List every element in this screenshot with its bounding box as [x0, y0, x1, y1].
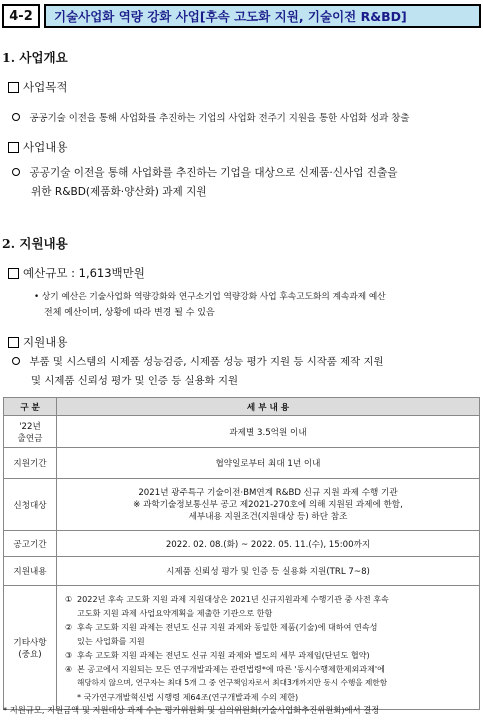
purpose-text: 공공기술 이전을 통해 사업화를 추진하는 기업의 사업화 전주기 지원을 통한 사업화 성과 창출 — [29, 113, 410, 124]
note-text: 해당하지 않으며, 연구자는 최대 5개 그 중 연구책임자로서 최대3개까지만 동시 수행을 제한함 — [77, 677, 388, 687]
content-bullet — [12, 163, 480, 202]
circle-bullet-icon — [12, 168, 20, 176]
note-mark — [65, 606, 77, 620]
footer-note: * 지원규모, 지원금액 및 지원대상 과제 수는 평가위원회 및 심의위원회(기술사업화추진위원회)에서 결정 — [3, 705, 380, 715]
row-value — [57, 479, 480, 531]
row-value: 협약일로부터 최대 1년 이내 — [57, 448, 480, 479]
purpose-label: 사업목적 — [23, 80, 68, 94]
checkbox-square-icon — [8, 268, 19, 279]
table-row — [4, 557, 480, 586]
budget-note-line-1: 상기 예산은 기술사업화 역량강화와 연구소기업 역량강화 사업 후속고도화의 계속과제 예산 — [41, 292, 386, 302]
table-header-details: 세 부 내 용 — [57, 398, 480, 416]
note-mark — [65, 634, 77, 648]
row-value: 시제품 신뢰성 평가 및 인증 등 실용화 지원(TRL 7~8) — [57, 557, 480, 586]
note-mark: ③ — [65, 649, 73, 660]
table-row — [4, 479, 480, 531]
note-asterisk: • — [34, 292, 40, 302]
row-value: 과제별 3.5억원 이내 — [57, 416, 480, 448]
content-item — [8, 139, 67, 155]
note-mark — [65, 690, 77, 704]
row-key-line-1: '22년 — [19, 421, 41, 432]
circle-bullet-icon — [12, 113, 20, 121]
note-text: 2022년 후속 고도화 지원 과제 지원대상은 2021년 신규지원과제 수행기관 중 사전 후속 — [77, 593, 389, 604]
content-label: 사업내용 — [23, 140, 68, 154]
note-mark: ④ — [65, 663, 73, 674]
target-line-3: 세부내용 지원조건(지원대상 등) 하단 참조 — [188, 511, 348, 522]
section-1-heading: 1. 사업개요 — [2, 50, 68, 65]
table-row — [4, 448, 480, 479]
table-header-row — [4, 398, 480, 416]
support-item — [8, 334, 67, 350]
row-value: 2022. 02. 08.(화) ~ 2022. 05. 11.(수), 15:00까지 — [57, 531, 480, 557]
note-text: 본 공고에서 지원되는 모든 연구개발과제는 관련법령*에 따른 '동시수행제한제외과제'에 — [77, 663, 385, 674]
table-row — [4, 586, 480, 710]
note-mark: ① — [65, 593, 73, 604]
circle-bullet-icon — [12, 357, 20, 365]
content-line-2: 위한 R&BD(제품화·양산화) 과제 지원 — [31, 186, 207, 198]
row-key — [4, 586, 57, 710]
note-text: 고도화 지원 과제 사업요약계획을 제출한 기관으로 한함 — [77, 607, 273, 618]
budget-label: 예산규모 : 1,613백만원 — [23, 266, 145, 280]
support-line-1: 부품 및 시스템의 시제품 성능검증, 시제품 성능 평가 지원 등 시작품 제작 지원 — [29, 356, 384, 368]
budget-note — [34, 289, 480, 321]
table-row — [4, 416, 480, 448]
support-bullet — [12, 352, 480, 391]
checkbox-square-icon — [8, 142, 19, 153]
table-row — [4, 531, 480, 557]
target-line-2: ※ 과학기술정보통신부 공고 제2021-270호에 의해 지원된 과제에 한함, — [133, 499, 403, 510]
support-label: 지원내용 — [23, 335, 68, 349]
checkbox-square-icon — [8, 82, 19, 93]
row-key: 신청대상 — [4, 479, 57, 531]
note-mark: ② — [65, 621, 73, 632]
row-value — [57, 586, 480, 710]
support-line-2: 및 시제품 신뢰성 평가 및 인증 등 실용화 지원 — [31, 375, 239, 387]
page-title: 기술사업화 역량 강화 사업[후속 고도화 지원, 기술이전 R&BD] — [44, 4, 481, 28]
content-line-1: 공공기술 이전을 통해 사업화를 추진하는 기업을 대상으로 신제품·신사업 진출을 — [29, 167, 398, 179]
note-text: 있는 사업화를 지원 — [77, 635, 145, 646]
row-key: 지원내용 — [4, 557, 57, 586]
purpose-item — [8, 79, 67, 95]
note-mark — [65, 676, 77, 690]
target-line-1: 2021년 광주특구 기술이전·BM연계 R&BD 신규 지원 과제 수행 기관 — [138, 487, 398, 498]
section-number-badge: 4-2 — [2, 4, 40, 28]
row-key-line-1: 기타사항 — [13, 637, 47, 648]
note-text: 후속 고도화 지원 과제는 전년도 신규 지원 과제와 동일한 제품(기술)에 대하여 연속성 — [77, 621, 378, 632]
row-key: 지원기간 — [4, 448, 57, 479]
checkbox-square-icon — [8, 337, 19, 348]
details-table — [3, 397, 480, 710]
section-2-heading: 2. 지원내용 — [2, 236, 68, 251]
row-key — [4, 416, 57, 448]
budget-item — [8, 265, 145, 281]
note-text: * 국가연구개발혁신법 시행령 제64조(연구개발과제 수의 제한) — [77, 691, 299, 702]
row-key-line-2: (중요) — [18, 649, 42, 660]
row-key-line-2: 출연금 — [17, 433, 43, 444]
row-key: 공고기간 — [4, 531, 57, 557]
purpose-bullet — [12, 108, 480, 128]
note-text: 후속 고도화 지원 과제는 전년도 신규 지원 과제와 별도의 세부 과제임(단년도 협약) — [77, 649, 370, 660]
table-header-category: 구 분 — [4, 398, 57, 416]
budget-note-line-2: 전체 예산이며, 상황에 따라 변경 될 수 있음 — [44, 308, 215, 318]
